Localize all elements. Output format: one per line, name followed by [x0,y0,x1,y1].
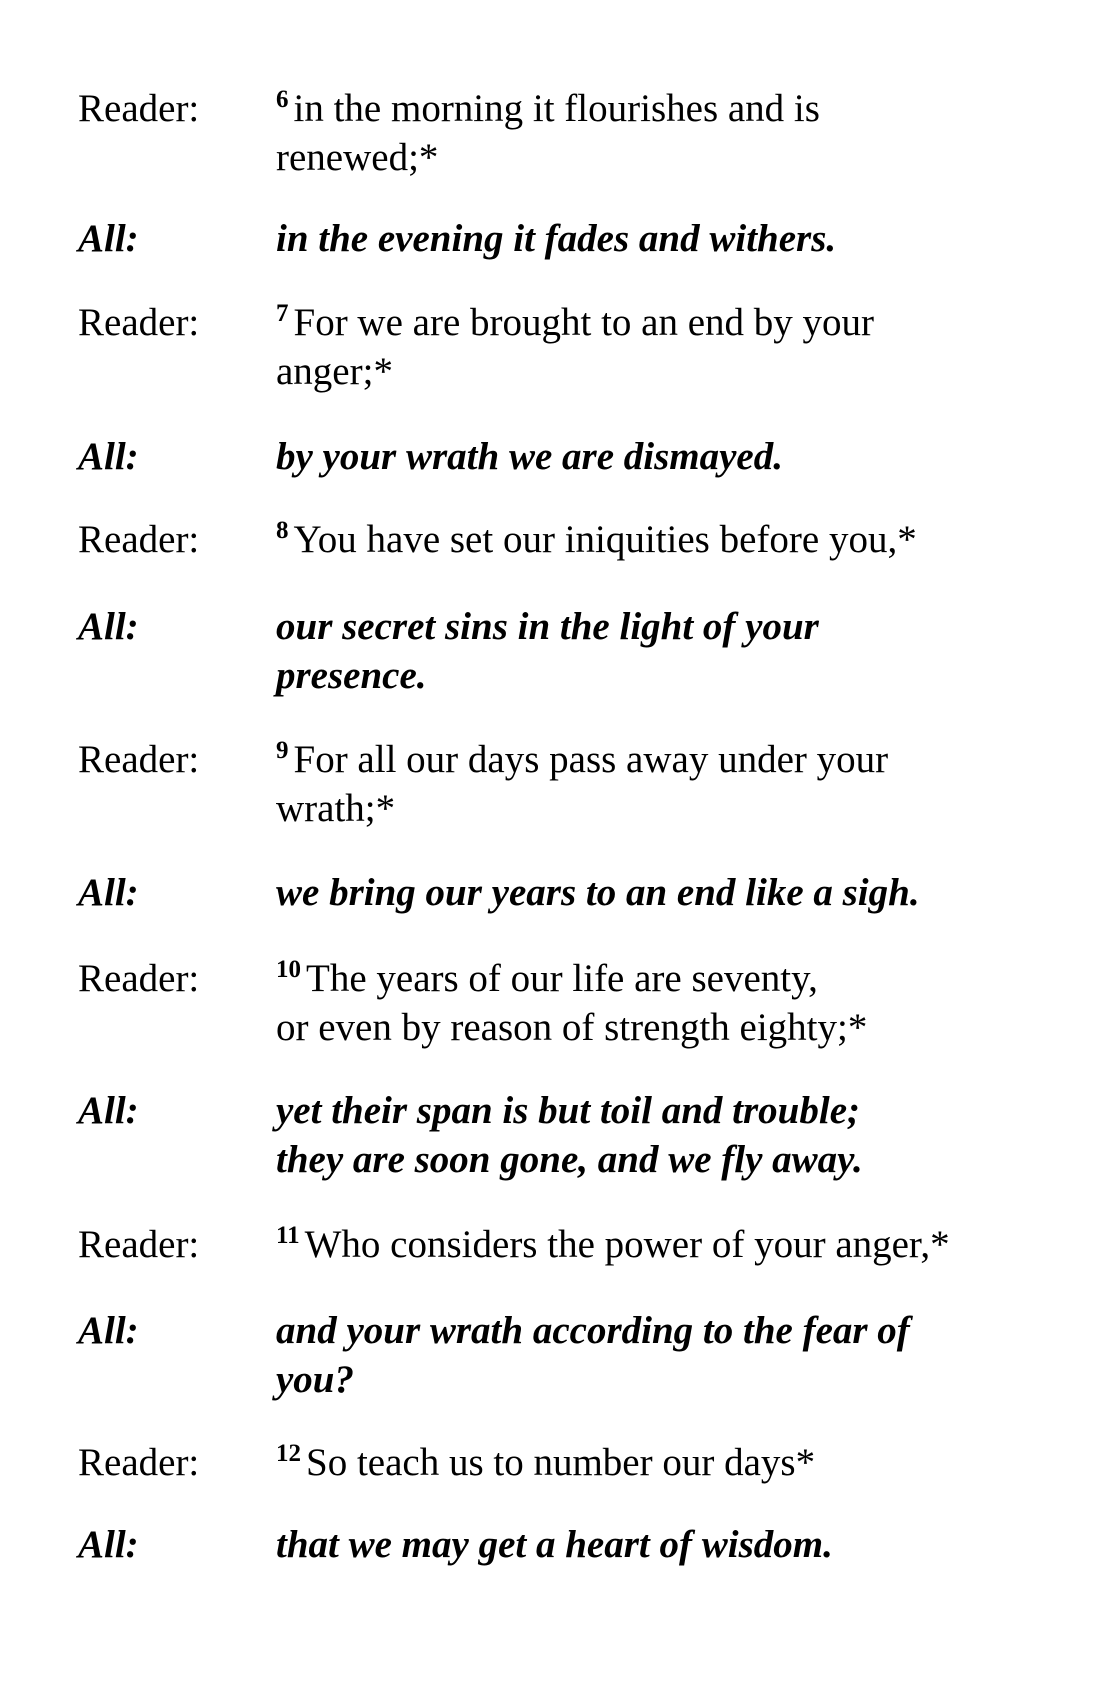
response-text-line: you? [276,1358,354,1401]
verse-line-text: Who considers the power of your anger,* [304,1223,950,1266]
reader-line-verse-7 [78,298,1038,396]
all-response-line-12 [78,1520,1038,1569]
verse-number: 11 [276,1222,300,1249]
speaker-label: All: [78,1309,139,1352]
response-text [276,1306,1016,1404]
verse-line-text: You have set our iniquities before you,* [293,518,917,561]
verse-text [276,954,1016,1052]
speaker-label: All: [78,217,139,260]
speaker-label: Reader: [78,518,200,561]
speaker-label: Reader: [78,301,200,344]
verse-text-line [276,1220,1016,1269]
speaker-label: All: [78,435,139,478]
verse-text-line [276,84,1016,133]
speaker-label: Reader: [78,957,200,1000]
all-response-line-9 [78,868,1038,917]
all-response-line-11 [78,1306,1038,1404]
speaker-label: Reader: [78,738,200,781]
reader-line-verse-12 [78,1438,1038,1487]
response-text [276,432,1016,481]
response-text-line: presence. [276,654,427,697]
verse-text [276,84,1016,182]
verse-number: 8 [276,517,289,544]
verse-line-text: For all our days pass away under your [293,738,889,781]
response-text-line: they are soon gone, and we fly away. [276,1138,863,1181]
verse-text-line [276,515,1016,564]
verse-text [276,1220,1016,1269]
verse-text [276,1438,1016,1487]
reader-line-verse-6 [78,84,1038,182]
verse-line-text: The years of our life are seventy, [306,957,818,1000]
speaker-label: All: [78,1089,139,1132]
response-text-line: we bring our years to an end like a sigh. [276,871,920,914]
response-text-line: in the evening it fades and withers. [276,217,837,260]
verse-text [276,298,1016,396]
reader-line-verse-8 [78,515,1038,564]
verse-number: 10 [276,956,301,983]
verse-number: 12 [276,1440,301,1467]
speaker-label: Reader: [78,87,200,130]
verse-text-line: anger;* [276,350,393,393]
response-text-line: yet their span is but toil and trouble; [276,1089,860,1132]
verse-text-line: wrath;* [276,787,396,830]
verse-line-text: For we are brought to an end by your [293,301,875,344]
verse-text-line: or even by reason of strength eighty;* [276,1006,868,1049]
response-text [276,214,1016,263]
verse-line-text: in the morning it flourishes and is [293,87,820,130]
verse-number: 7 [276,300,289,327]
reader-line-verse-10 [78,954,1038,1052]
speaker-label: All: [78,1523,139,1566]
response-text [276,1520,1016,1569]
verse-text-line [276,735,1016,784]
all-response-line-6 [78,214,1038,263]
speaker-label: All: [78,605,139,648]
verse-text-line: renewed;* [276,136,439,179]
all-response-line-7 [78,432,1038,481]
speaker-label: Reader: [78,1441,200,1484]
all-response-line-8 [78,602,1038,700]
verse-text [276,515,1016,564]
verse-text-line [276,298,1016,347]
verse-text-line [276,954,1016,1003]
reader-line-verse-11 [78,1220,1038,1269]
response-text [276,868,1016,917]
response-text-line: by your wrath we are dismayed. [276,435,783,478]
response-text [276,602,1016,700]
response-text-line: and your wrath according to the fear of [276,1309,910,1352]
response-text [276,1086,1016,1184]
verse-line-text: So teach us to number our days* [306,1441,816,1484]
verse-number: 9 [276,737,289,764]
verse-number: 6 [276,86,289,113]
response-text-line: that we may get a heart of wisdom. [276,1523,833,1566]
speaker-label: All: [78,871,139,914]
verse-text [276,735,1016,833]
all-response-line-10 [78,1086,1038,1184]
verse-text-line [276,1438,1016,1487]
response-text-line: our secret sins in the light of your [276,605,819,648]
speaker-label: Reader: [78,1223,200,1266]
reader-line-verse-9 [78,735,1038,833]
